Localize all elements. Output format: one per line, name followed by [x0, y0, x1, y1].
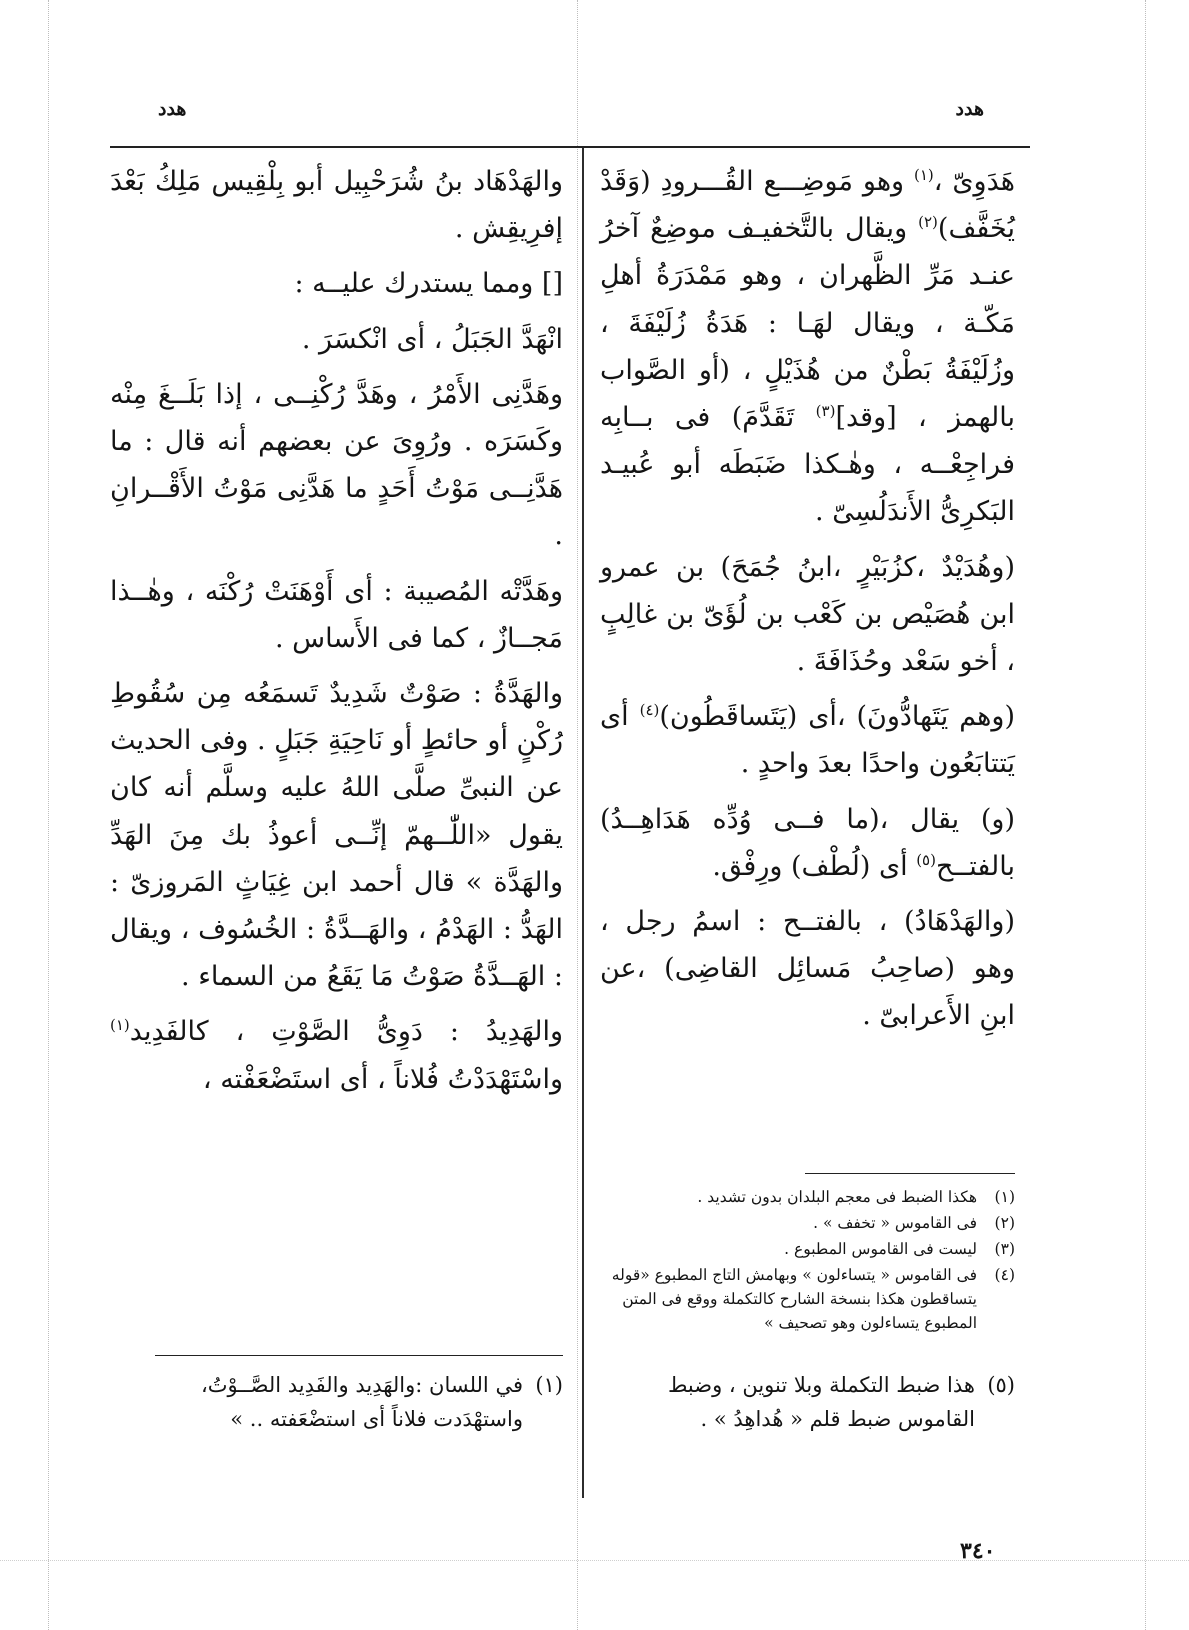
scan-guide-line: [48, 0, 49, 1630]
footnote: (٥) هذا ضبط التكملة وبلا تنوين ، وضبط القاموس ضبط قلم « هُداهِدُ » .: [667, 1373, 1015, 1431]
footnotes-left: [110, 1368, 563, 1438]
footnote-ref: (٤): [639, 701, 660, 720]
footnote: (٢) فى القاموس « تخفف » .: [813, 1214, 1015, 1232]
entry-paragraph: والهَدِيدُ : دَوِىُّ الصَّوْتِ ، كالفَدِيد$^{(١)}$ واسْتَهْدَدْتُ فُلاناً ، أى استَضْعَفْته ،: [110, 1016, 563, 1095]
entry-paragraph: (وهم يَتَهادُّونَ) ،أى (يَتَساقَطُون)$^{(٤)}$ أى يَتتابَعُون واحدًا بعدَ واحدٍ .: [600, 701, 1015, 780]
footnote-rule-left: [155, 1355, 563, 1356]
footnote-ref: (٣): [815, 402, 836, 421]
entry-paragraph: وهَدَّنِى الأَمْرُ ، وهَدَّ رُكْنِــى ، إذا بَلَــغَ مِنْه وكَسَرَه . ورُوِىَ عن بعضهم أنه قال : ما هَدَّنِــى مَوْتُ أَحَدٍ ما هَدَّنِى مَوْتُ الأَقْــرانِ .: [110, 378, 563, 552]
right-column: [600, 158, 1015, 1048]
left-column: [110, 158, 563, 1111]
footnote-rule-right: [805, 1173, 1015, 1174]
entry-paragraph: هَدَوِىّ ،$^{(١)}$ وهو مَوضِـــع القُـــرودِ (وَقَدْ يُخَفَّف)$^{(٢)}$ ويقال بالتَّخفيـف موضِعٌ آخرُ عنـد مَرِّ الظَّهران ، وهو مَمْدَرَةُ أهلِ مَكّـة ، ويقال لهَـا : هَدَةُ زُلَيْفَةَ ، وزُلَيْفَةُ بَطْنٌ من هُذَيْلٍ ، (أو الصَّواب بالهمز ، [وقد]$^{(٣)}$ تَقَدَّمَ) فى بــابِه فراجِعْــه ، وهٰـكذا ضَبَطَه أبو عُبيـد البَكرِىُّ الأَندَلُسِىّ .: [600, 166, 1016, 528]
entry-paragraph: وهَدَّتْه المُصيبة : أى أَوْهَنَتْ رُكْنَه ، وهٰــذا مَجــازٌ ، كما فى الأَساس .: [110, 575, 563, 654]
footnote-ref: (١): [110, 1016, 130, 1035]
scan-guide-line: [1145, 0, 1146, 1630]
footnote: (٤) فى القاموس « يتساءلون » وبهامش التاج المطبوع «قوله يتساقطون هكذا بنسخة الشارح كالتكملة ووقع فى المتن المطبوع يتساءلون وهو تصحيف »: [611, 1266, 1015, 1332]
footnotes-right: [600, 1185, 1015, 1337]
entry-paragraph: والهَدَّةُ : صَوْتٌ شَدِيدٌ تَسمَعُه مِن سُقُوطِ رُكْنٍ أو حائطٍ أو نَاحِيَةِ جَبَلٍ . وفى الحديث عن النبىِّ صلَّى اللهُ عليه وسلَّم أنه كان يقول «اللّٰــهمّ إنِّــى أعوذُ بك مِنَ الهَدِّ والهَدَّة » قال أحمد ابن غِيَاثٍ المَروزىّ : الهَدُّ : الهَدْمُ ، والهَــدَّةُ : الخُسُوف ، ويقال : الهَــدَّةُ صَوْتُ مَا يَقَعُ من السماء .: [110, 678, 563, 993]
footnote-ref: (٥): [916, 850, 936, 869]
footnote: (٣) ليست فى القاموس المطبوع .: [784, 1240, 1015, 1258]
page-number: ٣٤٠: [960, 1538, 996, 1564]
entry-paragraph: انْهَدَّ الجَبَلُ ، أى انْكسَرَ .: [301, 323, 563, 355]
footnote-ref: (٢): [918, 213, 938, 232]
entry-paragraph: (والهَدْهَادُ) ، بالفتــح : اسمُ رجل ، وهو (صاحِبُ مَسائِل القاضِى) ،عن ابنِ الأَعرابىّ .: [600, 906, 1015, 1032]
running-header-right: هدد: [955, 98, 984, 120]
column-separator: [582, 148, 584, 1498]
running-header-left: هدد: [158, 98, 187, 120]
entry-paragraph: (وهُدَيْدٌ ،كزُبَيْرٍ ،ابنُ جُمَحَ) بن عمرو ابن هُصَيْص بن كَعْب بن لُؤَىّ بن غالِبٍ ، أخو سَعْد وحُذَافَةَ .: [600, 551, 1015, 678]
scan-guide-line: [0, 1560, 1189, 1561]
entry-paragraph: والهَدْهَاد بنُ شُرَحْبِيل أبو بِلْقِيس مَلِكُ بَعْدَ إفرِيقِش .: [110, 166, 563, 245]
entry-paragraph: (و) يقال ،(ما فــى وُدِّه هَدَاهِــدُ) بالفتــح$^{(٥)}$ أى (لُطْف) ورِفْق.: [600, 803, 1015, 882]
header-rule: [110, 146, 1030, 148]
scan-guide-line: [577, 0, 578, 1630]
footnotes-right-5: [600, 1368, 1015, 1438]
entry-paragraph: [] ومما يستدرك عليــه :: [294, 268, 563, 300]
footnote-ref: (١): [914, 166, 934, 184]
footnote: (١) هكذا الضبط فى معجم البلدان بدون تشديد .: [697, 1188, 1015, 1206]
footnote: (١) في اللسان :والهَدِيد والفَدِيد الصَّــوْتُ، واستهْدَدت فلاناً أى استضْعَفته .. »: [200, 1373, 563, 1431]
